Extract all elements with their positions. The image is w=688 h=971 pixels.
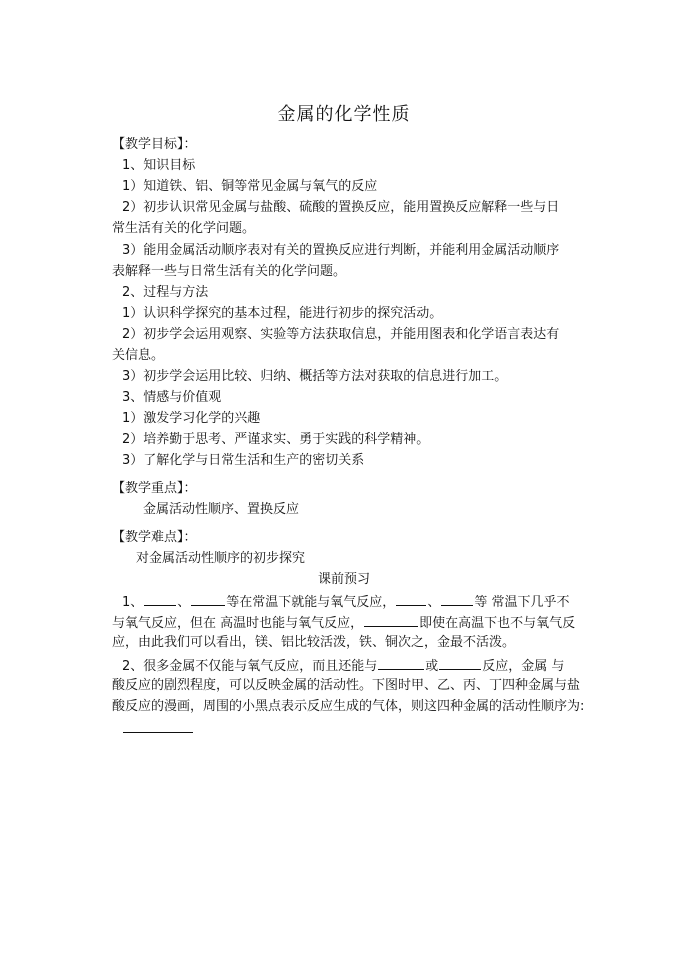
question-1-separator: 、 <box>177 595 191 610</box>
question-2-text: 反应，金属 与 <box>482 659 565 674</box>
knowledge-goal-1: 1）知道铁、铝、铜等常见金属与氧气的反应 <box>122 179 378 194</box>
question-1-text: 等在常温下就能与氧气反应， <box>226 595 396 610</box>
preview-heading: 课前预习 <box>317 572 370 587</box>
knowledge-goal-3-line-1: 3）能用金属活动顺序表对有关的置换反应进行判断，并能利用金属活动顺序 <box>122 243 560 258</box>
teaching-key-content: 金属活动性顺序、置换反应 <box>143 502 300 517</box>
answer-blank[interactable] <box>396 592 426 606</box>
process-methods-heading: 2、过程与方法 <box>122 285 209 300</box>
answer-blank[interactable] <box>378 656 424 670</box>
question-2-line-3: 酸反应的漫画，周围的小黑点表示反应生成的气体，则这四种金属的活动性顺序为: <box>112 699 585 714</box>
emotion-goal-3: 3）了解化学与日常生活和生产的密切关系 <box>122 453 365 468</box>
teaching-key-heading: 【教学重点】： <box>112 481 197 496</box>
knowledge-goals-heading: 1、知识目标 <box>122 158 196 173</box>
answer-blank[interactable] <box>441 592 473 606</box>
teaching-goals-heading: 【教学目标】： <box>112 137 197 152</box>
emotion-goal-2: 2）培养勤于思考、严谨求实、勇于实践的科学精神。 <box>122 432 430 447</box>
question-1-line-2 <box>112 613 575 633</box>
answer-blank[interactable] <box>439 656 481 670</box>
question-1-number: 1、 <box>122 595 144 610</box>
page-title: 金属的化学性质 <box>277 104 411 125</box>
question-2-text: 2、很多金属不仅能与氧气反应，而且还能与 <box>122 659 378 674</box>
emotion-goal-1: 1）激发学习化学的兴趣 <box>122 411 261 426</box>
question-1-line-3: 应，由此我们可以看出，镁、铝比较活泼，铁、铜次之，金最不活泼。 <box>112 635 516 650</box>
answer-blank[interactable] <box>191 592 225 606</box>
question-2-text: 或 <box>425 659 439 674</box>
question-1-text: 等 常温下几乎不 <box>474 595 570 610</box>
teaching-difficulty-content: 对金属活动性顺序的初步探究 <box>136 551 306 566</box>
process-goal-1: 1）认识科学探究的基本过程，能进行初步的探究活动。 <box>122 306 443 321</box>
answer-blank[interactable] <box>123 719 193 733</box>
knowledge-goal-2-line-1: 2）初步认识常见金属与盐酸、硫酸的置换反应，能用置换反应解释一些与日 <box>122 200 560 215</box>
question-1-line-1 <box>122 592 569 612</box>
question-1-separator: 、 <box>427 595 441 610</box>
question-2-line-1 <box>122 656 564 676</box>
teaching-difficulty-heading: 【教学难点】： <box>112 530 197 545</box>
answer-blank[interactable] <box>144 592 176 606</box>
question-2-line-2: 酸反应的剧烈程度，可以反映金属的活动性。下图时甲、乙、丙、丁四种金属与盐 <box>112 678 581 693</box>
emotion-values-heading: 3、情感与价值观 <box>122 390 222 405</box>
knowledge-goal-2-line-2: 常生活有关的化学问题。 <box>112 221 256 236</box>
answer-blank[interactable] <box>364 613 418 627</box>
process-goal-2-line-1: 2）初步学会运用观察、实验等方法获取信息，并能用图表和化学语言表达有 <box>122 327 560 342</box>
knowledge-goal-3-line-2: 表解释一些与日常生活有关的化学问题。 <box>112 264 347 279</box>
question-1-text: 即使在高温下也不与氧气反 <box>419 616 576 631</box>
process-goal-3: 3）初步学会运用比较、归纳、概括等方法对获取的信息进行加工。 <box>122 369 508 384</box>
process-goal-2-line-2: 关信息。 <box>112 348 165 363</box>
question-1-text: 与氧气反应，但在 高温时也能与氧气反应， <box>112 616 364 631</box>
question-2-line-4 <box>122 719 194 739</box>
